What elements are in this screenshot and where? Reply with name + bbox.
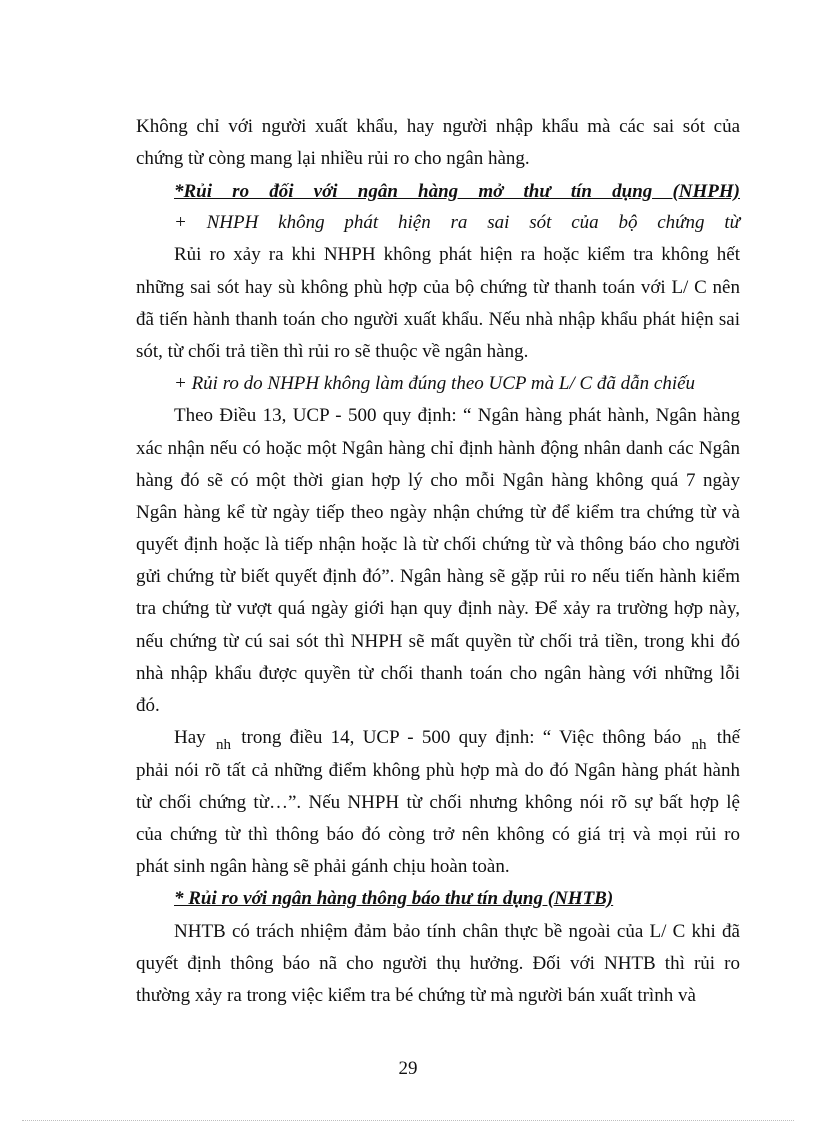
paragraph-line: đã tiến hành thanh toán cho người xuất khẩu. Nếu nhà nhập khẩu phát hiện sai bbox=[136, 309, 740, 330]
paragraph-line-with-fragments bbox=[174, 727, 741, 753]
paragraph-line: thường xảy ra trong việc kiểm tra bé chứng từ mà người bán xuất trình và bbox=[136, 985, 696, 1006]
paragraph-line: Ngân hàng kể từ ngày tiếp theo ngày nhận chứng từ để kiểm tra chứng từ và bbox=[136, 502, 740, 523]
paragraph-line: tra chứng từ vượt quá ngày giới hạn quy định này. Để xảy ra trường hợp này, bbox=[136, 598, 740, 619]
section-heading-nhph: *Rủi ro đối với ngân hàng mở thư tín dụng (NHPH) bbox=[174, 181, 740, 202]
subheading-not-detect-errors: + NHPH không phát hiện ra sai sót của bộ chứng từ bbox=[174, 212, 740, 233]
paragraph-line: Không chỉ với người xuất khẩu, hay người nhập khẩu mà các sai sót của bbox=[136, 116, 740, 137]
paragraph-line: từ chối chứng từ…”. Nếu NHPH từ chối nhưng không nói rõ sự bất hợp lệ bbox=[136, 792, 740, 813]
paragraph-line: NHTB có trách nhiệm đảm bảo tính chân thực bề ngoài của L/ C khi đã bbox=[174, 921, 740, 942]
subheading-ucp: + Rủi ro do NHPH không làm đúng theo UCP mà L/ C đã dẫn chiếu bbox=[174, 373, 696, 394]
paragraph-line: của chứng từ thì thông báo đó còng trở nên không có giá trị và mọi rủi ro bbox=[136, 824, 740, 845]
paragraph-line: sót, từ chối trả tiền thì rủi ro sẽ thuộc về ngân hàng. bbox=[136, 341, 529, 362]
section-heading-nhtb: * Rủi ro với ngân hàng thông báo thư tín dụng (NHTB) bbox=[174, 888, 614, 909]
paragraph-line: Rủi ro xảy ra khi NHPH không phát hiện ra hoặc kiểm tra không hết bbox=[174, 244, 740, 265]
paragraph-line: xác nhận nếu có hoặc một Ngân hàng chỉ định hành động nhân danh các Ngân bbox=[136, 438, 740, 459]
text-fragment: trong điều 14, UCP - 500 quy định: “ Việc thông báo bbox=[241, 727, 682, 748]
paragraph-line: phải nói rõ tất cả những điểm không phù hợp mà do đó Ngân hàng phát hành bbox=[136, 760, 740, 781]
paragraph-line: nhà nhập khẩu được quyền từ chối thanh toán cho ngân hàng với những lỗi bbox=[136, 663, 740, 684]
paragraph-line: hàng đó sẽ có một thời gian hợp lý cho mỗi Ngân hàng không quá 7 ngày bbox=[136, 470, 740, 491]
text-fragment-subscript: nh bbox=[691, 737, 707, 753]
paragraph-line: Theo Điều 13, UCP - 500 quy định: “ Ngân hàng phát hành, Ngân hàng bbox=[174, 405, 740, 426]
paragraph-line: quyết định thông báo nã cho người thụ hưởng. Đối với NHTB thì rủi ro bbox=[136, 953, 740, 974]
paragraph-line: nếu chứng từ cú sai sót thì NHPH sẽ mất quyền từ chối trả tiền, trong khi đó bbox=[136, 631, 740, 652]
page-number: 29 bbox=[398, 1058, 418, 1079]
paragraph-line: gửi chứng từ biết quyết định đó”. Ngân hàng sẽ gặp rủi ro nếu tiến hành kiểm bbox=[136, 566, 740, 587]
paragraph-line: phát sinh ngân hàng sẽ phải gánh chịu hoàn toàn. bbox=[136, 856, 510, 877]
page-divider bbox=[22, 1120, 794, 1121]
text-fragment: thế bbox=[716, 727, 741, 748]
text-fragment: Hay bbox=[174, 727, 206, 748]
paragraph-line: quyết định hoặc là tiếp nhận hoặc là từ chối chứng từ và thông báo cho người bbox=[136, 534, 740, 555]
paragraph-line: đó. bbox=[136, 695, 160, 716]
paragraph-line: chứng từ còng mang lại nhiều rủi ro cho ngân hàng. bbox=[136, 148, 530, 169]
paragraph-line: những sai sót hay sù không phù hợp của bộ chứng từ thanh toán với L/ C nên bbox=[136, 277, 740, 298]
text-fragment-subscript: nh bbox=[215, 737, 231, 753]
